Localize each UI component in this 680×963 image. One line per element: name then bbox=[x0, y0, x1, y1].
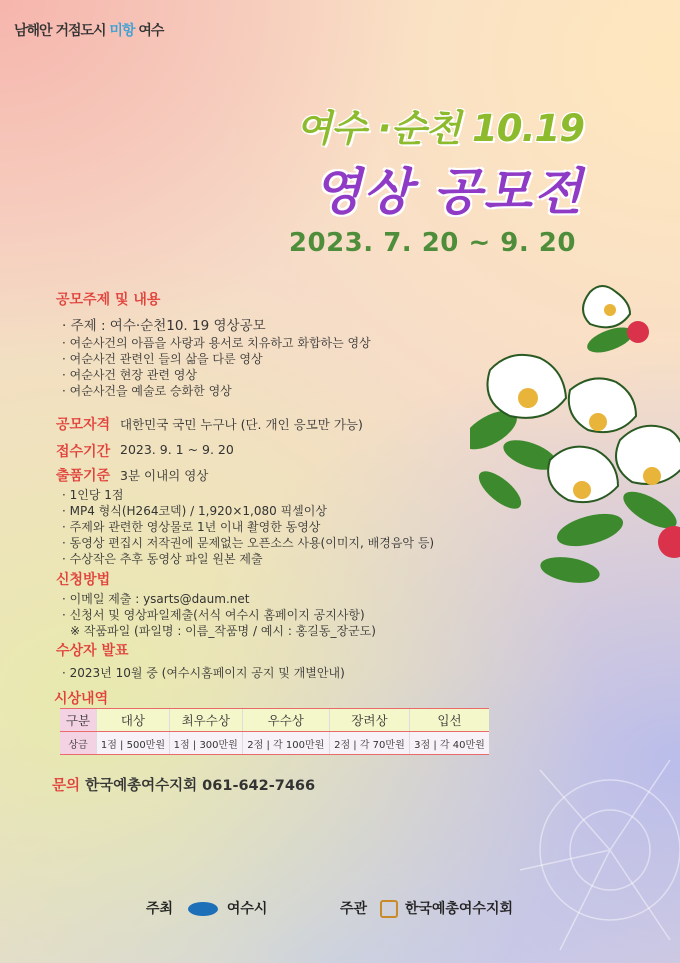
announce-text: · 2023년 10월 중 (여수시홈페이지 공지 및 개별안내) bbox=[62, 666, 345, 680]
award-prize-cell: 2점 | 각 100만원 bbox=[242, 732, 329, 755]
host-name: 여수시 bbox=[226, 901, 268, 917]
organizer-name: 한국예총여수지회 bbox=[404, 901, 514, 917]
logo-text-1: 남해안 거점도시 bbox=[14, 23, 106, 39]
award-count: 1점 bbox=[100, 739, 117, 751]
award-name: 입선 bbox=[409, 709, 489, 732]
organizer bbox=[340, 898, 513, 918]
apply-item: · 이메일 제출 : ysarts@daum.net bbox=[62, 592, 250, 606]
award-prize-cell: 1점 | 500만원 bbox=[97, 732, 170, 755]
title-line-2: 영상 공모전 bbox=[313, 163, 584, 221]
award-prize-cell: 1점 | 300만원 bbox=[169, 732, 242, 755]
eligibility-heading: 공모자격 bbox=[56, 417, 111, 433]
award-count: 2점 bbox=[334, 739, 351, 751]
criteria-item: · MP4 형식(H264코덱) / 1,920×1,080 픽셀이상 bbox=[62, 504, 327, 518]
awards-prize-row bbox=[60, 732, 489, 755]
award-name: 장려상 bbox=[329, 709, 409, 732]
yechong-emblem-icon bbox=[380, 900, 398, 918]
criteria-item: · 주제와 관련한 영상물로 1년 이내 촬영한 동영상 bbox=[62, 520, 321, 534]
award-count: 2점 bbox=[247, 739, 264, 751]
host bbox=[146, 898, 267, 918]
award-prize: 각 70만원 bbox=[359, 739, 405, 751]
award-name: 대상 bbox=[97, 709, 170, 732]
period-heading: 접수기간 bbox=[56, 444, 111, 460]
theme-topic: · 주제 : 여수·순천10. 19 영상공모 bbox=[62, 318, 266, 334]
yeosu-emblem-icon bbox=[188, 902, 218, 916]
logo-text-2: 미항 bbox=[109, 23, 135, 39]
awards-row-label: 상금 bbox=[60, 732, 97, 755]
award-name: 최우수상 bbox=[169, 709, 242, 732]
criteria-heading: 출품기준 bbox=[56, 468, 111, 484]
criteria-item: · 동영상 편집시 저작권에 문제없는 오픈소스 사용(이미지, 배경음악 등) bbox=[62, 536, 435, 550]
theme-item: · 여순사건 현장 관련 영상 bbox=[62, 368, 197, 382]
award-name: 우수상 bbox=[242, 709, 329, 732]
awards-row-label: 구분 bbox=[60, 709, 97, 732]
award-prize: 각 100만원 bbox=[273, 739, 325, 751]
apply-item: · 신청서 및 영상파일제출(서식 여수시 홈페이지 공지사항) bbox=[62, 608, 365, 622]
award-prize-cell: 2점 | 각 70만원 bbox=[329, 732, 409, 755]
award-prize: 각 40만원 bbox=[439, 739, 485, 751]
theme-heading: 공모주제 및 내용 bbox=[56, 292, 161, 308]
organizer-label: 주관 bbox=[340, 901, 368, 917]
theme-item: · 여순사건 관련인 들의 삶을 다룬 영상 bbox=[62, 352, 263, 366]
logo-text-3: 여수 bbox=[138, 23, 164, 39]
announce-heading: 수상자 발표 bbox=[56, 643, 129, 659]
award-prize: 300만원 bbox=[199, 739, 238, 751]
host-label: 주최 bbox=[146, 901, 174, 917]
criteria-item: · 수상작은 추후 동영상 파일 원본 제출 bbox=[62, 552, 263, 566]
camellia-illustration bbox=[470, 280, 680, 590]
event-dates: 2023. 7. 20 ~ 9. 20 bbox=[288, 228, 576, 258]
awards-header-row bbox=[60, 709, 489, 732]
award-count: 3점 bbox=[414, 739, 431, 751]
theme-item: · 여순사건을 예술로 승화한 영상 bbox=[62, 384, 232, 398]
city-logo bbox=[14, 20, 163, 40]
period-text: 2023. 9. 1 ~ 9. 20 bbox=[120, 442, 234, 457]
award-prize-cell: 3점 | 각 40만원 bbox=[409, 732, 489, 755]
awards-table bbox=[60, 708, 489, 755]
theme-item: · 여순사건의 아픔을 사랑과 용서로 치유하고 화합하는 영상 bbox=[62, 336, 371, 350]
award-prize: 500만원 bbox=[126, 739, 166, 751]
apply-heading: 신청방법 bbox=[56, 572, 111, 588]
award-count: 1점 bbox=[173, 739, 190, 751]
criteria-item: · 1인당 1점 bbox=[62, 488, 124, 502]
eligibility-text: 대한민국 국민 누구나 (단. 개인 응모만 가능) bbox=[120, 417, 363, 432]
criteria-text: 3분 이내의 영상 bbox=[120, 468, 209, 483]
contact-text: 한국예총여수지회 061-642-7466 bbox=[85, 778, 316, 794]
contact-info bbox=[52, 774, 315, 795]
contact-label: 문의 bbox=[52, 778, 81, 794]
awards-heading: 시상내역 bbox=[54, 691, 109, 707]
apply-note: ※ 작품파일 (파일명 : 이름_작품명 / 예시 : 홍길동_장군도) bbox=[70, 624, 376, 638]
decorative-flower-outline bbox=[440, 700, 680, 963]
title-line-1: 여수 ·순천 10.19 bbox=[296, 107, 584, 150]
